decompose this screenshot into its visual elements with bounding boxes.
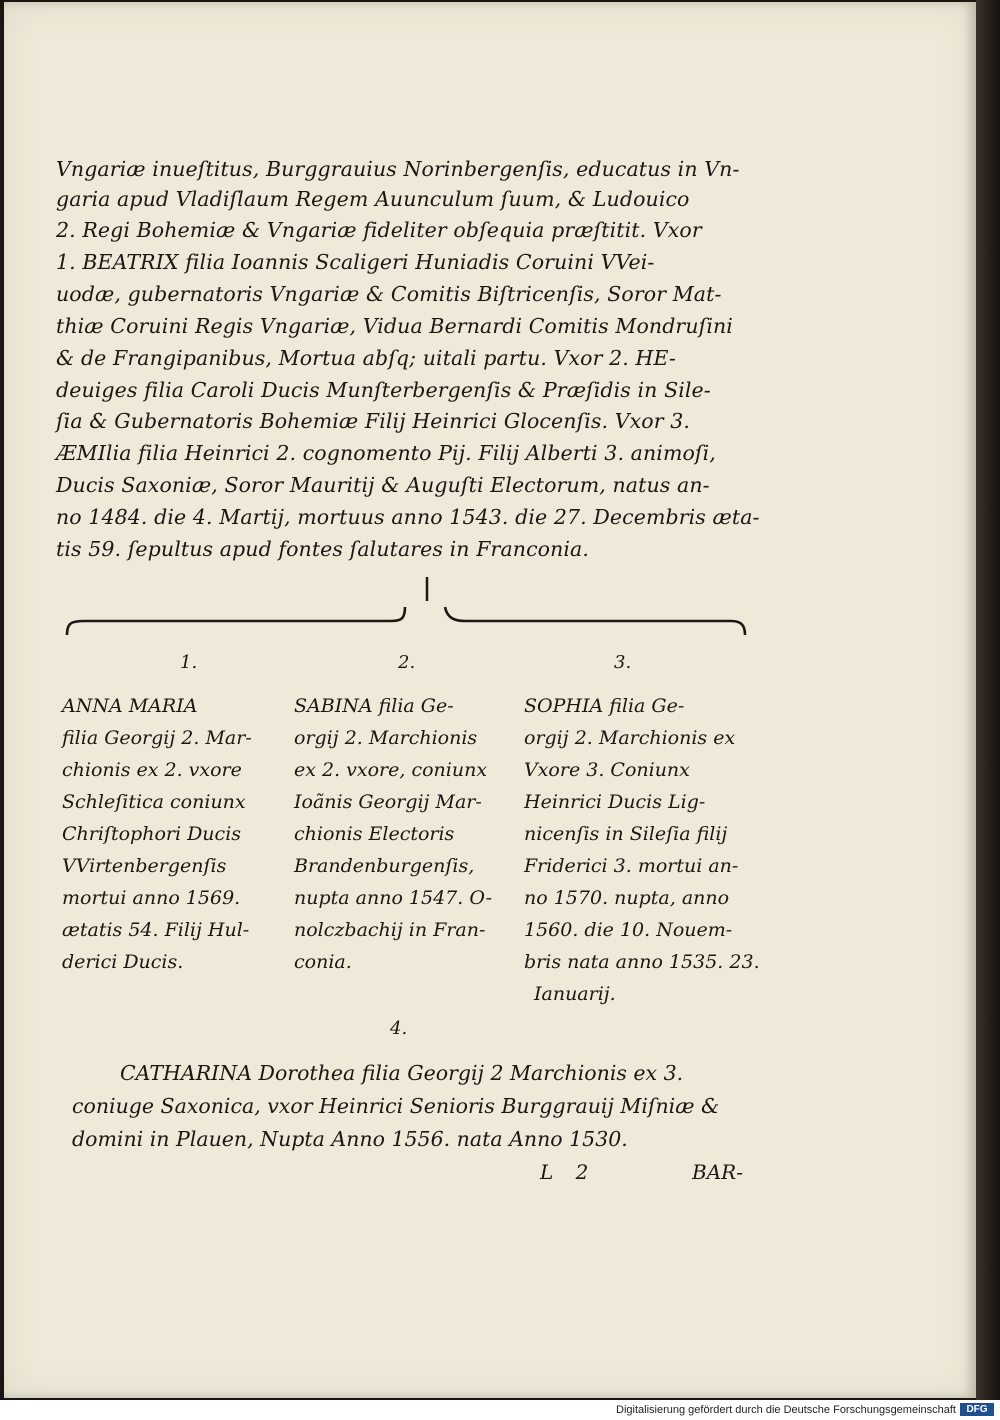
paragraph-line: coniuge Saxonica, vxor Heinrici Senioris Burggrauij Miſniæ & [72,1094,720,1118]
column-line: Chriſtophori Ducis [62,823,242,845]
paragraph-line: CATHARINA Dorothea filia Georgij 2 Marchionis ex 3. [120,1061,684,1085]
column-line: mortui anno 1569. [62,887,241,909]
column-line: orgij 2. Marchionis ex [524,727,736,749]
signature-mark: L 2 [540,1160,597,1184]
main-line: 2. Regi Bohemiæ & Vngariæ fideliter obſequia præſtitit. Vxor [56,218,702,242]
column-line: Brandenburgenſis, [294,855,475,877]
column-line: Vxore 3. Coniunx [524,759,690,781]
column-line: nicenſis in Sileſia filij [524,823,728,845]
column-line: 1560. die 10. Nouem- [524,919,733,941]
column-line: Ianuarij. [534,983,616,1005]
column-line: ætatis 54. Filij Hul- [62,919,250,941]
column-line: Schleſitica coniunx [62,791,246,813]
column-line: ANNA MARIA [62,695,198,717]
dfg-logo-icon: DFG [960,1403,994,1416]
column-number: 2. [398,652,416,673]
genealogy-brace [55,575,755,645]
main-line: Ducis Saxoniæ, Soror Mauritij & Auguſti Electorum, natus an- [56,473,710,497]
scan-edge [976,0,1000,1400]
column-line: VVirtenbergenſis [62,855,227,877]
main-line: no 1484. die 4. Martij, mortuus anno 1543. die 27. Decembris æta- [56,505,760,529]
catchword: BAR- [692,1160,743,1184]
main-line: tis 59. ſepultus apud fontes ſalutares in Franconia. [56,537,589,561]
column-line: nupta anno 1547. O- [294,887,493,909]
main-line: 1. BEATRIX filia Ioannis Scaligeri Huniadis Coruini VVei- [56,250,655,274]
main-line: Vngariæ inueſtitus, Burggrauius Norinbergenſis, educatus in Vn- [56,157,740,181]
column-line: conia. [294,951,352,973]
column-line: nolczbachij in Fran- [294,919,486,941]
column-line: chionis ex 2. vxore [62,759,242,781]
column-line: no 1570. nupta, anno [524,887,730,909]
column-number: 1. [180,652,198,673]
main-line: thiæ Coruini Regis Vngariæ, Vidua Bernardi Comitis Mondruſini [56,314,733,338]
main-line: uodæ, gubernatoris Vngariæ & Comitis Biſtricenſis, Soror Mat- [56,282,722,306]
column-line: Ioãnis Georgij Mar- [294,791,482,813]
column-line: derici Ducis. [62,951,184,973]
column-line: SOPHIA filia Ge- [524,695,685,717]
main-line: deuiges filia Caroli Ducis Munſterbergenſis & Præſidis in Sile- [56,378,711,402]
column-line: Heinrici Ducis Lig- [524,791,706,813]
paragraph-line: domini in Plauen, Nupta Anno 1556. nata Anno 1530. [72,1127,628,1151]
column-number: 3. [614,652,632,673]
column-line: filia Georgij 2. Mar- [62,727,252,749]
column-line: bris nata anno 1535. 23. [524,951,760,973]
main-line: ÆMIlia filia Heinrici 2. cognomento Pij. Filij Alberti 3. animoſi, [56,441,716,465]
main-line: & de Frangipanibus, Mortua abſq; uitali partu. Vxor 2. HE- [56,346,676,370]
column-line: Friderici 3. mortui an- [524,855,739,877]
column-line: SABINA filia Ge- [294,695,454,717]
paragraph-number: 4. [390,1018,408,1039]
funding-note: Digitalisierung gefördert durch die Deutsche Forschungsgemeinschaft [616,1404,956,1416]
column-line: orgij 2. Marchionis [294,727,478,749]
main-line: ſia & Gubernatoris Bohemiæ Filij Heinrici Glocenſis. Vxor 3. [56,409,691,433]
column-line: chionis Electoris [294,823,455,845]
column-line: ex 2. vxore, coniunx [294,759,488,781]
main-line: garia apud Vladiſlaum Regem Auunculum ſuum, & Ludouico [56,187,690,211]
